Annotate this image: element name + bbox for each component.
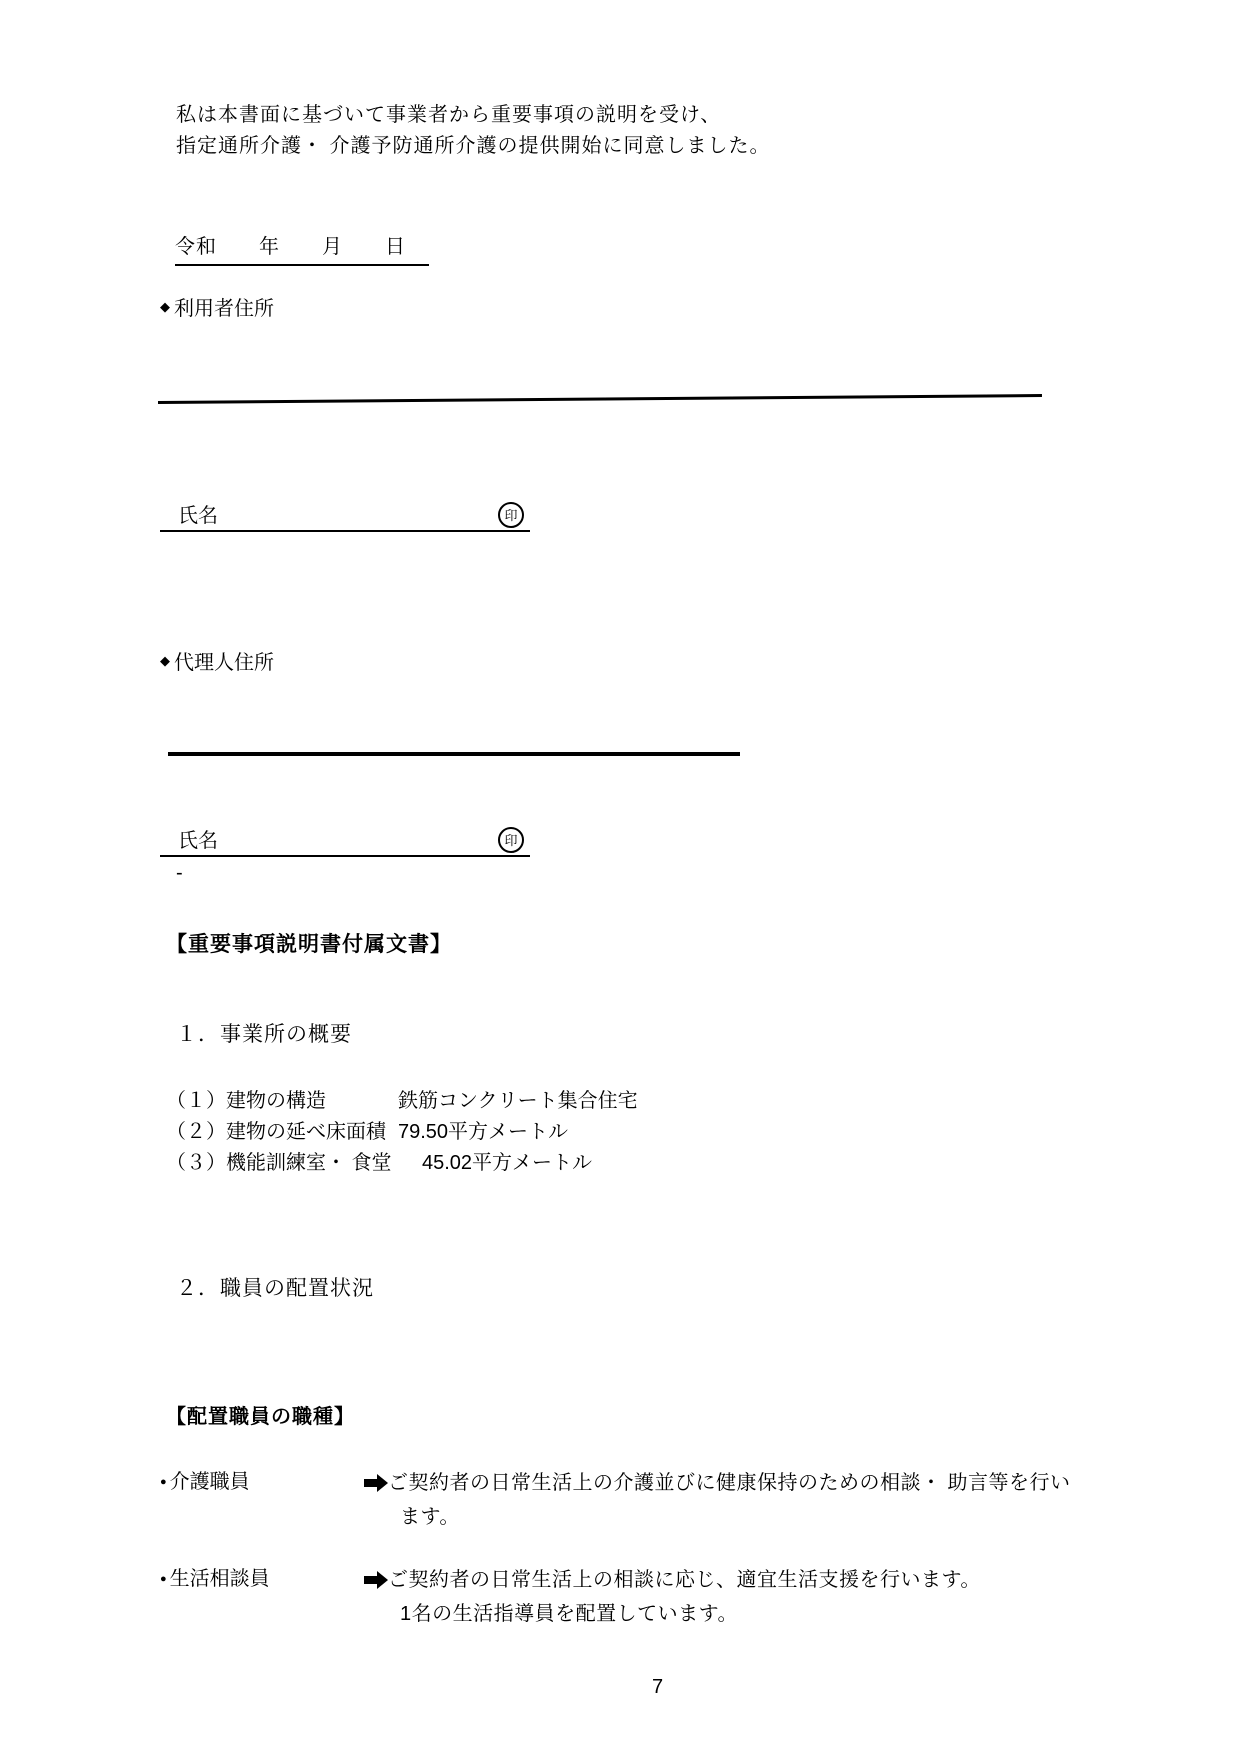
staff-role: [160, 1466, 364, 1499]
user-name-row: [160, 498, 530, 532]
seal-icon: 印: [498, 827, 524, 853]
consent-statement: [176, 100, 936, 162]
facility-item-value: 45.02平方メートル: [422, 1152, 593, 1174]
staff-description: [388, 1466, 1071, 1534]
facility-item-label: （３）機能訓練室・ 食堂: [166, 1152, 392, 1174]
staff-description-line-1: ご契約者の日常生活上の相談に応じ、適宜生活支援を行います。: [388, 1569, 981, 1591]
section1-heading: １．事業所の概要: [176, 1023, 352, 1046]
agent-address-label: 代理人住所: [174, 652, 274, 674]
page-number: 7: [652, 1676, 664, 1698]
bullet-icon: ●: [160, 1573, 167, 1585]
user-address-signature-line: [158, 394, 1042, 404]
staff-item: [160, 1563, 1170, 1631]
staff-item: [160, 1466, 1170, 1534]
facility-item-label: （１）建物の構造: [166, 1090, 326, 1112]
facility-item: [166, 1148, 886, 1179]
facility-overview-list: [166, 1086, 886, 1179]
diamond-icon: ◆: [160, 299, 170, 314]
user-address-row: [160, 292, 274, 321]
staff-types-heading: 【配置職員の職種】: [166, 1406, 355, 1428]
agent-address-row: [160, 646, 274, 675]
facility-item-value: 79.50平方メートル: [398, 1121, 569, 1143]
staff-role-label: 生活相談員: [169, 1568, 270, 1590]
staff-description: [388, 1563, 981, 1631]
section2-heading: ２．職員の配置状況: [176, 1277, 374, 1300]
agent-name-label: 氏名: [178, 830, 218, 852]
staff-description-line-2: ます。: [400, 1506, 460, 1528]
consent-line-2: 指定通所介護・ 介護予防通所介護の提供開始に同意しました。: [176, 135, 771, 157]
user-name-label: 氏名: [178, 505, 218, 527]
user-address-label: 利用者住所: [174, 298, 274, 320]
stray-dash: -: [176, 862, 183, 884]
attachment-document-title: 【重要事項説明書付属文書】: [166, 933, 452, 956]
staff-description-line-2: 1名の生活指導員を配置しています。: [400, 1603, 739, 1625]
staff-description-line-1: ご契約者の日常生活上の介護並びに健康保持のための相談・ 助言等を行い: [388, 1472, 1071, 1494]
staff-role: [160, 1563, 364, 1596]
consent-line-1: 私は本書面に基づいて事業者から重要事項の説明を受け、: [176, 104, 722, 126]
diamond-icon: ◆: [160, 653, 170, 668]
right-arrow-icon: [364, 1474, 388, 1492]
facility-item-value: 鉄筋コンクリート集合住宅: [398, 1090, 638, 1112]
facility-item-label: （２）建物の延べ床面積: [166, 1121, 386, 1143]
facility-item: [166, 1086, 886, 1117]
agent-name-row: [160, 823, 530, 857]
agent-address-signature-line: [168, 752, 740, 756]
right-arrow-icon: [364, 1571, 388, 1589]
facility-item: [166, 1117, 886, 1148]
date-fill-in-line: 令和 年 月 日: [175, 230, 429, 266]
bullet-icon: ●: [160, 1476, 167, 1488]
seal-icon: 印: [498, 502, 524, 528]
staff-role-label: 介護職員: [169, 1471, 250, 1493]
